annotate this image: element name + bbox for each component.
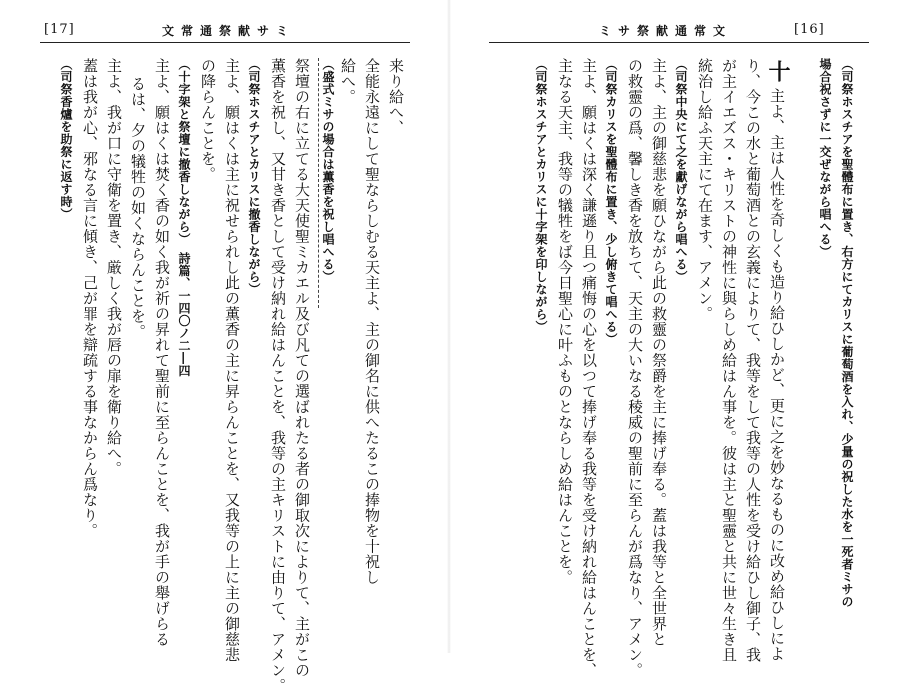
text-column: 主よ、我が口に守衛を置き、厳しく我が唇の扉を衛り給へ。: [105, 58, 123, 477]
rubric-column: （司祭ホスチアとカリスに撤香しながら）: [247, 58, 261, 296]
page-number: [17]: [44, 22, 75, 37]
text-column: 主よ、主は人性を奇しくも造り給ひしかど、更に之を妙なるものに改め給ひしによ: [768, 88, 786, 662]
text-column: 給へ。: [339, 58, 357, 105]
rubric-column: （盛式ミサの場合は薫香を祝し唱へる）: [318, 58, 334, 308]
text-column: 主なる天主、我等の犠牲をば今日聖心に叶ふものとならしめ給はんことを。: [556, 58, 574, 585]
header-rule: [489, 42, 869, 43]
text-column: り、今この水と葡萄酒との玄義によりて、我等をして我等の人性を受け給ひし御子、我: [744, 58, 762, 663]
text-column: 主よ、主の御慈悲を願ひながら此の救靈の祭爵を主に捧げ奉る。蓋は我等と全世界と: [650, 58, 668, 647]
page-number: [16]: [794, 22, 825, 37]
text-column: 蓋は我が心、邪なる言に傾き、己が罪を辯疏する事なからん爲なり。: [81, 58, 99, 539]
running-title: 文常通祭献サミ: [162, 24, 296, 38]
text-column: が主イエズス・キリストの神性に與らしめ給はん事を。彼は主と聖靈と共に世々生き且: [720, 58, 738, 663]
rubric-column: （司祭カリスを聖體布に置き、少し俯きて唱へる）: [604, 58, 618, 346]
text-column: 統治し給ふ天主にて在ます、アメン。: [696, 58, 714, 322]
cross-mark: 十: [765, 60, 791, 83]
text-column: の救靈の爲、馨しき香を放ちて、天主の大いなる稜威の聖前に至らんが爲なり、アメン。: [626, 58, 644, 678]
rubric-column: （司祭中央にて之を獻げながら唱へる）: [674, 58, 688, 283]
header-rule: [40, 42, 410, 43]
text-column: 来り給へ、: [387, 58, 405, 136]
text-column: 主よ、願はくは主に祝せられし此の薫香の主に昇らんことを、又我等の上に主の御慈悲: [223, 58, 241, 663]
text-column: の降らんことを。: [199, 58, 217, 182]
text-column: 主よ、願はくは焚く香の如く我が祈の昇れて聖前に至らんことを、我が手の舉げらる: [153, 58, 171, 647]
rubric-column: （司祭ホスチアとカリスに十字架を印しながら）: [534, 58, 548, 333]
rubric-column: （司祭ホスチアを聖體布に置き、右方にてカリスに葡萄酒を入れ、少量の祝した水を一死者ミサの: [840, 58, 854, 608]
text-column: 主よ、願はくは深く謙遜り且つ痛悔の心を以つて捧げ奉る我等を受け納れ給はんことを、: [580, 58, 598, 678]
running-title: ミサ祭献通常文: [599, 24, 733, 38]
text-column: るは、夕の犠牲の如くならんことを。: [129, 76, 147, 340]
rubric-column: （司祭香爐を助祭に返す時）: [59, 58, 73, 221]
text-column: 祭壇の右に立てる大天使聖ミカエル及び凡ての選ばれたる者の御取次によりて、主がこの: [293, 58, 311, 678]
text-column: 薫香を祝し、又甘き香として受け納れ給はんことを、我等の主キリストに由りて、アメン。: [269, 58, 287, 694]
right-page: [449, 0, 898, 678]
text-column: 全能永遠にして聖ならしむる天主よ、主の御名に供へたるこの捧物を十祝し: [363, 58, 381, 585]
rubric-column: 場合祝さずに一交ぜながら唱へる）: [818, 58, 832, 258]
rubric-column: （十字架と祭壇に撤香しながら） 詩篇、一四〇ノ二―四: [177, 58, 191, 377]
